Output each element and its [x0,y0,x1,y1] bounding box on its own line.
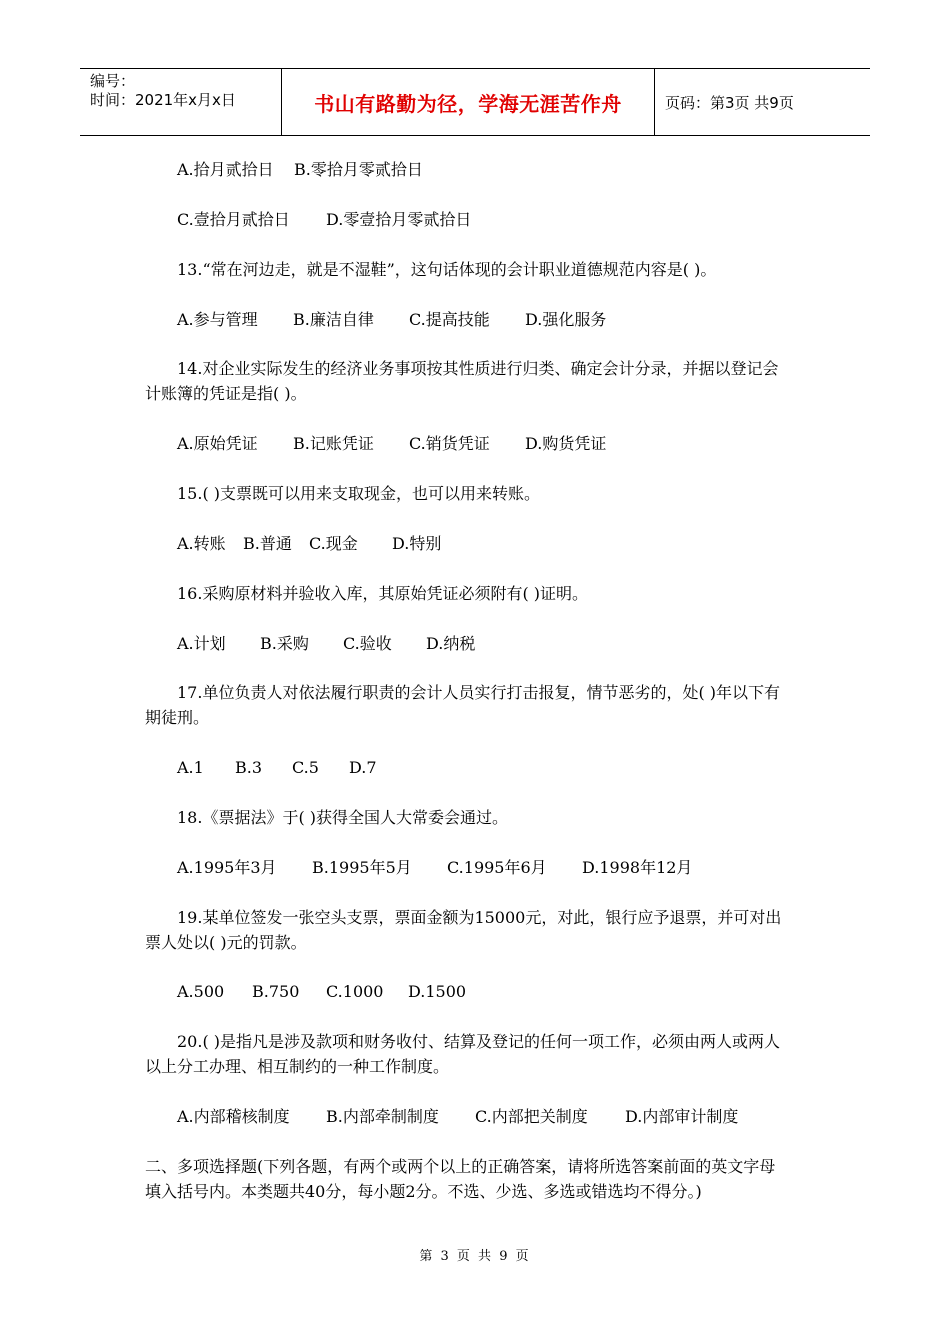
option: A.计划 [177,634,226,653]
section-2-heading-2: 填入括号内。本类题共40分，每小题2分。不选、少选、多选或错选均不得分。) [145,1182,702,1201]
option: B.零拾月零贰拾日 [294,160,423,179]
question-20-text-1: 20.( )是指凡是涉及款项和财务收付、结算及登记的任何一项工作，必须由两人或两人 [177,1032,781,1051]
question-18-options [145,856,810,880]
option: D.7 [349,758,377,777]
question-20-text-2: 以上分工办理、相互制约的一种工作制度。 [145,1057,450,1076]
header-meta [80,69,282,135]
option: A.参与管理 [177,310,258,329]
serial-label: 编号： [90,72,136,90]
option: A.500 [177,982,225,1001]
q12-options-row-1 [145,158,810,182]
option: D.1998年12月 [582,858,693,877]
question-19-text-1: 19.某单位签发一张空头支票，票面金额为15000元，对此，银行应予退票，并可对出 [177,908,782,927]
option: B.3 [235,758,263,777]
option: D.强化服务 [525,310,607,329]
question-14-text-2: 计账簿的凭证是指( )。 [145,384,307,403]
option: B.内部牵制制度 [326,1107,439,1126]
page-footer: 第 3 页 共 9 页 [419,1249,531,1264]
option: B.采购 [260,634,309,653]
option: B.廉洁自律 [293,310,374,329]
question-18-text: 18.《票据法》于( )获得全国人大常委会通过。 [177,808,509,827]
option: A.1995年3月 [177,858,277,877]
option: C.壹拾月贰拾日 [177,210,290,229]
option: C.1000 [326,982,384,1001]
question-16-text: 16.采购原材料并验收入库，其原始凭证必须附有( )证明。 [177,584,589,603]
option: C.提高技能 [409,310,490,329]
option: B.记账凭证 [293,434,374,453]
date-label: 时间：2021年x月x日 [90,91,236,109]
question-13-text: 13.“常在河边走，就是不湿鞋”，这句话体现的会计职业道德规范内容是( )。 [177,260,717,279]
question-13-options [145,308,810,332]
header-motto: 书山有路勤为径，学海无涯苦作舟 [282,69,655,135]
option: D.购货凭证 [525,434,607,453]
question-19-text-2: 票人处以( )元的罚款。 [145,933,307,952]
option: D.零壹拾月零贰拾日 [326,210,472,229]
option: A.拾月贰拾日 [177,160,274,179]
option: A.原始凭证 [177,434,258,453]
option: D.纳税 [426,634,476,653]
question-15-options [145,532,810,556]
option: A.内部稽核制度 [177,1107,290,1126]
question-20-options [145,1105,810,1129]
option: C.5 [292,758,319,777]
option: C.现金 [309,534,358,553]
section-2-heading-1: 二、多项选择题(下列各题，有两个或两个以上的正确答案，请将所选答案前面的英文字母 [145,1157,776,1176]
question-14-text-1: 14.对企业实际发生的经济业务事项按其性质进行归类、确定会计分录，并据以登记会 [177,359,779,378]
option: D.特别 [392,534,442,553]
option: C.验收 [343,634,392,653]
question-15-text: 15.( )支票既可以用来支取现金，也可以用来转账。 [177,484,541,503]
option: C.1995年6月 [447,858,547,877]
option: C.销货凭证 [409,434,490,453]
option: D.1500 [408,982,467,1001]
question-14-options [145,432,810,456]
option: B.普通 [243,534,292,553]
option: D.内部审计制度 [625,1107,739,1126]
option: B.1995年5月 [312,858,412,877]
question-17-text-2: 期徒刑。 [145,708,210,727]
q12-options-row-2 [145,208,810,232]
page-header [80,68,870,136]
question-19-options [145,980,810,1004]
question-17-options [145,756,810,780]
question-17-text-1: 17.单位负责人对依法履行职责的会计人员实行打击报复，情节恶劣的，处( )年以下有 [177,683,781,702]
option: B.750 [252,982,300,1001]
question-16-options [145,632,810,656]
option: A.1 [177,758,204,777]
header-page-number: 页码：第3页 共9页 [665,93,794,112]
option: A.转账 [177,534,226,553]
option: C.内部把关制度 [475,1107,588,1126]
